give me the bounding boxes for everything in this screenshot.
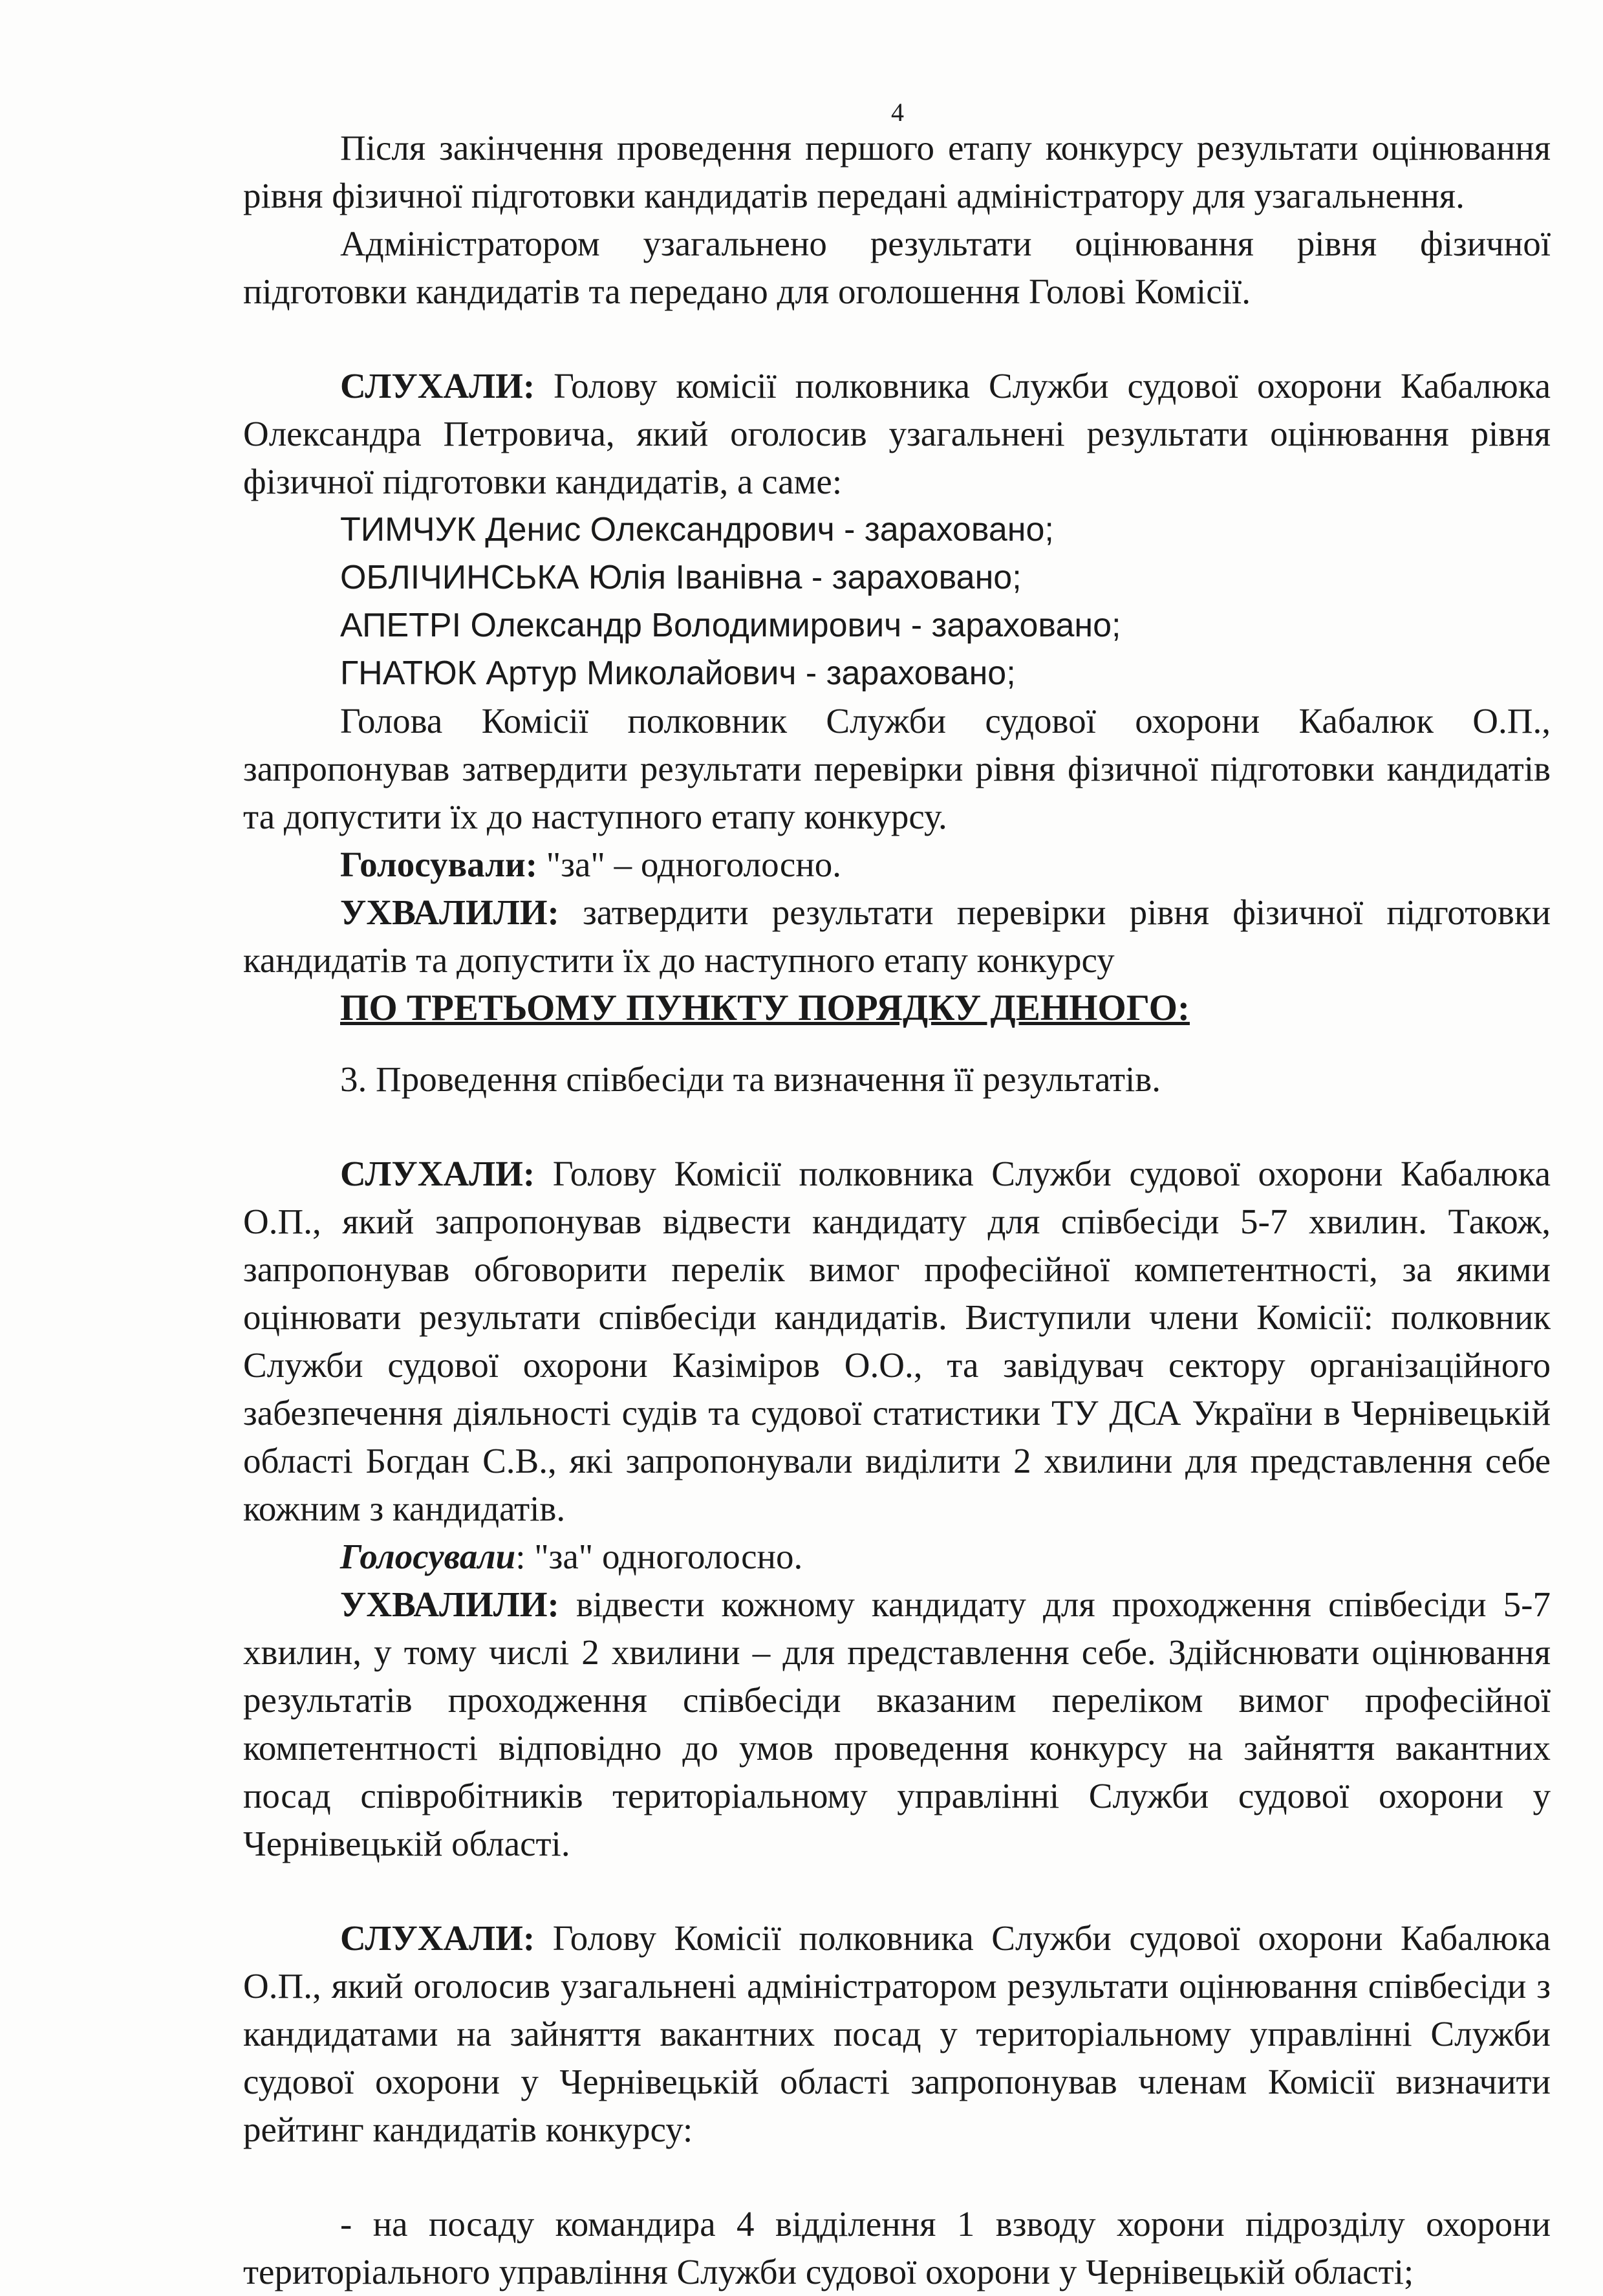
candidate-item: ОБЛІЧИНСЬКА Юлія Іванівна - зараховано; [340,559,1022,596]
resolved-label: УХВАЛИЛИ: [340,1585,559,1624]
candidate-item: ГНАТЮК Артур Миколайович - зараховано; [340,655,1016,692]
heard-paragraph-3 [243,1914,1551,2154]
heard-label: СЛУХАЛИ: [340,366,535,406]
heard-paragraph-2 [243,1150,1551,1533]
voted-label: Голосували [340,1537,516,1576]
paragraph-admin-summary: Адміністратором узагальнено результати оцінювання рівня фізичної підготовки кандидатів та передано для оголошення Голові Комісії. [243,224,1551,311]
resolved-label: УХВАЛИЛИ: [340,893,559,932]
heard-label: СЛУХАЛИ: [340,1154,535,1193]
resolved-paragraph-1 [243,889,1551,984]
document-body [243,124,1551,2296]
resolved-text: затвердити результати перевірки рівня фізичної підготовки кандидатів та допустити їх до наступного етапу конкурсу [243,893,1551,980]
spacer [243,1103,1551,1150]
candidate-item: ТИМЧУК Денис Олександрович - зараховано; [340,511,1054,548]
heard-label: СЛУХАЛИ: [340,1918,535,1958]
resolved-paragraph-2 [243,1581,1551,1868]
voted-text: : "за" одноголосно. [515,1537,803,1576]
page-number: 4 [891,98,904,127]
spacer [243,316,1551,362]
chair-proposal-paragraph: Голова Комісії полковник Служби судової охорони Кабалюк О.П., запропонував затвердити результати перевірки рівня фізичної підготовки кандидатів та допустити їх до наступного етапу конкурсу. [243,701,1551,836]
vote-paragraph-2 [243,1533,1551,1581]
spacer [243,1868,1551,1914]
spacer [243,1032,1551,1056]
position-paragraph: - на посаду командира 4 відділення 1 взводу хорони підрозділу охорони територіального управління Служби судової охорони у Чернівецькій області; [243,2204,1551,2291]
voted-text: "за" – одноголосно. [537,845,842,884]
voted-label: Голосували: [340,845,538,884]
spacer [243,2154,1551,2200]
resolved-text: відвести кожному кандидату для проходження співбесіди 5-7 хвилин, у тому числі 2 хвилини – для представлення себе. Здійснювати оцінювання результатів проходження співбесіди вказаним переліком вимог професійної компетентності відповідно до умов проведення конкурсу на зайняття вакантних посад співробітників територіальному управлінні Служби судової охорони у Чернівецькій області. [243,1585,1551,1863]
heard-text: Голову Комісії полковника Служби судової охорони Кабалюка О.П., який оголосив узагальнені адміністратором результати оцінювання співбесіди з кандидатами на зайняття вакантних посад у територіальному управлінні Служби судової охорони у Чернівецькій області запропонував членам Комісії визначити рейтинг кандидатів конкурсу: [243,1918,1551,2149]
heard-text: Голову Комісії полковника Служби судової охорони Кабалюка О.П., який запропонував відвести кандидату для співбесіди 5-7 хвилин. Також, запропонував обговорити перелік вимог професійної компетентності, за якими оцінювати результати співбесіди кандидатів. Виступили члени Комісії: полковник Служби судової охорони Казіміров О.О., та завідувач сектору організаційного забезпечення діяльності судів та судової статистики ТУ ДСА України в Чернівецькій області Богдан С.В., які запропонували виділити 2 хвилини для представлення себе кожним з кандидатів. [243,1154,1551,1528]
section-heading: ПО ТРЕТЬОМУ ПУНКТУ ПОРЯДКУ ДЕННОГО: [340,988,1190,1028]
heard-paragraph-1 [243,362,1551,506]
heard-text: Голову комісії полковника Служби судової охорони Кабалюка Олександра Петровича, який оголосив узагальнені результати оцінювання рівня фізичної підготовки кандидатів, а саме: [243,366,1551,501]
agenda-item-3: 3. Проведення співбесіди та визначення її результатів. [340,1059,1161,1099]
candidate-item: АПЕТРІ Олександр Володимирович - зараховано; [340,607,1121,644]
paragraph-after-first-stage: Після закінчення проведення першого етапу конкурсу результати оцінювання рівня фізичної підготовки кандидатів передані адміністратору для узагальнення. [243,128,1551,215]
vote-paragraph-1 [243,841,1551,889]
